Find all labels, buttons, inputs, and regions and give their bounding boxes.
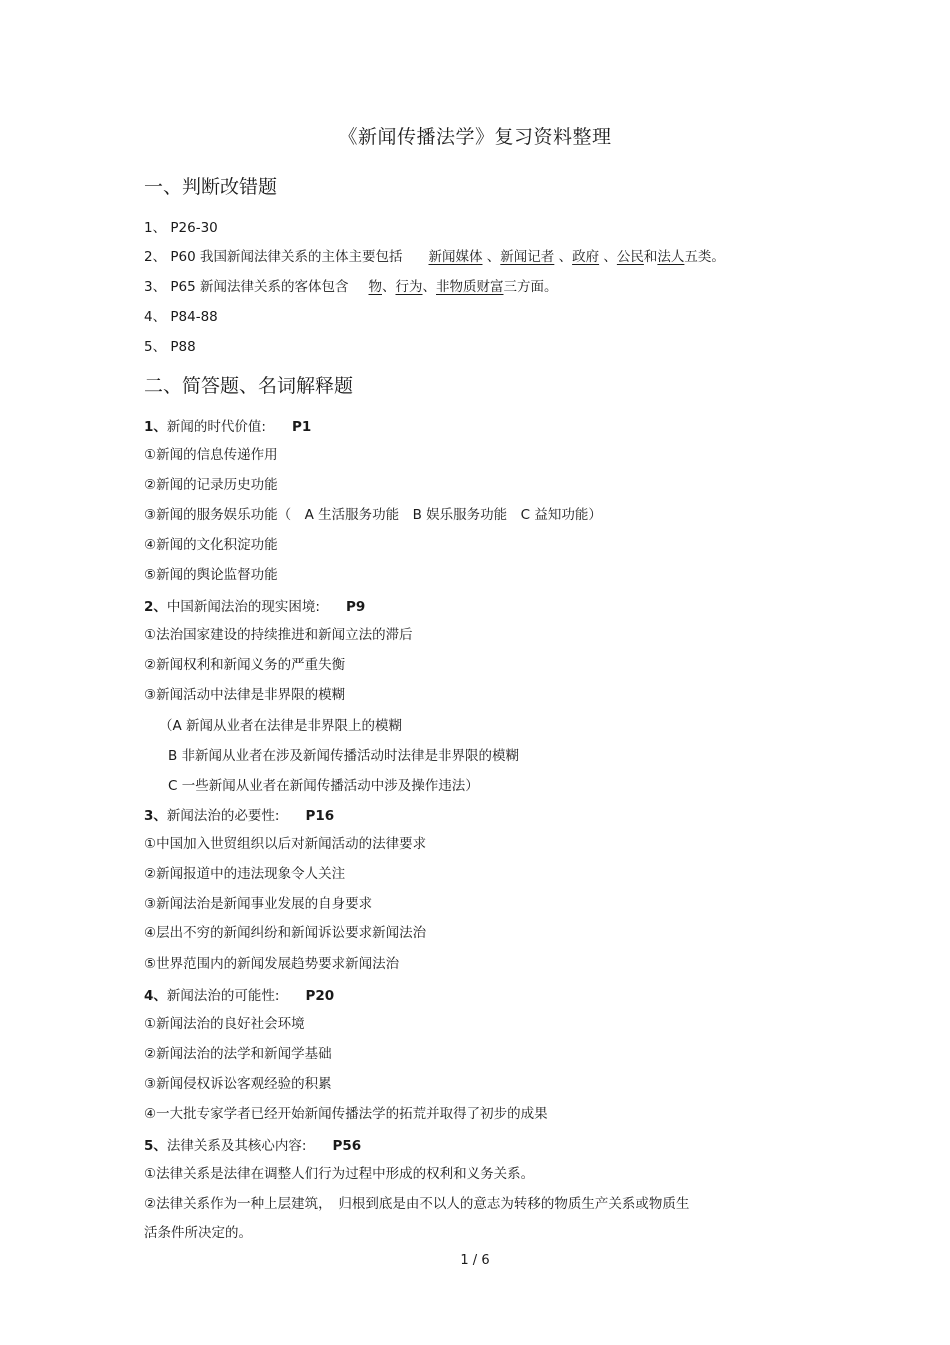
- page-ref: P16: [305, 808, 335, 824]
- underlined-answer: 新闻媒体: [428, 249, 483, 265]
- sub-item: B 非新闻从业者在涉及新闻传播活动时法律是非界限的模糊: [168, 748, 520, 764]
- page-ref: P56: [332, 1138, 362, 1154]
- question-heading-3: [144, 804, 334, 824]
- list-item: ②法律关系作为一种上层建筑， 归根到底是由不以人的意志为转移的物质生产关系或物质生: [144, 1196, 690, 1212]
- sub-item: C 一些新闻从业者在新闻传播活动中涉及操作违法）: [168, 778, 479, 794]
- separator: 、: [382, 279, 396, 295]
- list-item: ②新闻的记录历史功能: [144, 477, 278, 493]
- list-item: ③新闻法治是新闻事业发展的自身要求: [144, 896, 373, 912]
- page-ref: P9: [345, 599, 366, 615]
- page-number: 1 / 6: [460, 1253, 490, 1268]
- item-prefix: 2、 P60 我国新闻法律关系的主体主要包括: [144, 249, 403, 265]
- list-item: ④层出不穷的新闻纠纷和新闻诉讼要求新闻法治: [144, 925, 427, 941]
- list-item-continuation: 活条件所决定的。: [144, 1225, 252, 1241]
- question-heading-4: [144, 984, 334, 1004]
- separator: 、: [486, 249, 501, 265]
- question-number: 5、: [144, 1138, 167, 1154]
- question-number: 4、: [144, 988, 167, 1004]
- question-number: 3、: [144, 808, 167, 824]
- list-item: [144, 245, 725, 265]
- list-item: ⑤世界范围内的新闻发展趋势要求新闻法治: [144, 956, 400, 972]
- list-item: ①中国加入世贸组织以后对新闻活动的法律要求: [144, 836, 427, 852]
- underlined-answer: 法人: [657, 249, 685, 265]
- underlined-answer: 物: [368, 279, 382, 295]
- question-text: 法律关系及其核心内容:: [166, 1138, 307, 1154]
- list-item: ③新闻活动中法律是非界限的模糊: [144, 687, 346, 703]
- list-item: ③新闻侵权诉讼客观经验的积累: [144, 1076, 332, 1092]
- question-number: 1、: [144, 419, 167, 435]
- list-item: ④一大批专家学者已经开始新闻传播法学的拓荒并取得了初步的成果: [144, 1106, 548, 1122]
- list-item: ①法律关系是法律在调整人们行为过程中形成的权利和义务关系。: [144, 1166, 535, 1182]
- question-heading-2: [144, 595, 365, 615]
- underlined-answer: 新闻记者: [500, 249, 555, 265]
- list-item: [144, 275, 558, 295]
- section-heading-1: 一、判断改错题: [144, 176, 278, 198]
- list-item: 5、 P88: [144, 339, 196, 355]
- list-item: ⑤新闻的舆论监督功能: [144, 567, 278, 583]
- list-item: 4、 P84-88: [144, 309, 218, 325]
- question-text: 新闻法治的必要性:: [166, 808, 280, 824]
- list-item: ③新闻的服务娱乐功能（ A 生活服务功能 B 娱乐服务功能 C 益知功能）: [144, 507, 602, 523]
- question-heading-5: [144, 1134, 361, 1154]
- list-item: ②新闻权利和新闻义务的严重失衡: [144, 657, 346, 673]
- list-item: ①新闻的信息传递作用: [144, 447, 278, 463]
- item-prefix: 3、 P65 新闻法律关系的客体包含: [144, 279, 349, 295]
- item-suffix: 三方面。: [503, 279, 558, 295]
- underlined-answer: 行为: [395, 279, 423, 295]
- separator: 、: [558, 249, 573, 265]
- document-title: 《新闻传播法学》复习资料整理: [338, 126, 612, 148]
- question-heading-1: [144, 415, 311, 435]
- list-item: ②新闻报道中的违法现象令人关注: [144, 866, 346, 882]
- underlined-answer: 政府: [572, 249, 600, 265]
- item-suffix: 五类。: [684, 249, 725, 265]
- list-item: ①新闻法治的良好社会环境: [144, 1016, 305, 1032]
- question-number: 2、: [144, 599, 167, 615]
- question-text: 新闻的时代价值:: [166, 419, 266, 435]
- underlined-answer: 非物质财富: [436, 279, 504, 295]
- question-text: 新闻法治的可能性:: [166, 988, 280, 1004]
- separator: 、: [603, 249, 617, 265]
- separator: 、: [422, 279, 436, 295]
- list-item: ④新闻的文化积淀功能: [144, 537, 278, 553]
- underlined-answer: 公民: [616, 249, 644, 265]
- page-ref: P20: [305, 988, 335, 1004]
- list-item: 1、 P26-30: [144, 220, 218, 236]
- section-heading-2: 二、简答题、名词解释题: [144, 375, 354, 397]
- page-ref: P1: [291, 419, 312, 435]
- question-text: 中国新闻法治的现实困境:: [166, 599, 320, 615]
- sub-item: （A 新闻从业者在法律是非界限上的模糊: [159, 718, 403, 734]
- list-item: ②新闻法治的法学和新闻学基础: [144, 1046, 332, 1062]
- list-item: ①法治国家建设的持续推进和新闻立法的滞后: [144, 627, 413, 643]
- connector: 和: [643, 249, 658, 265]
